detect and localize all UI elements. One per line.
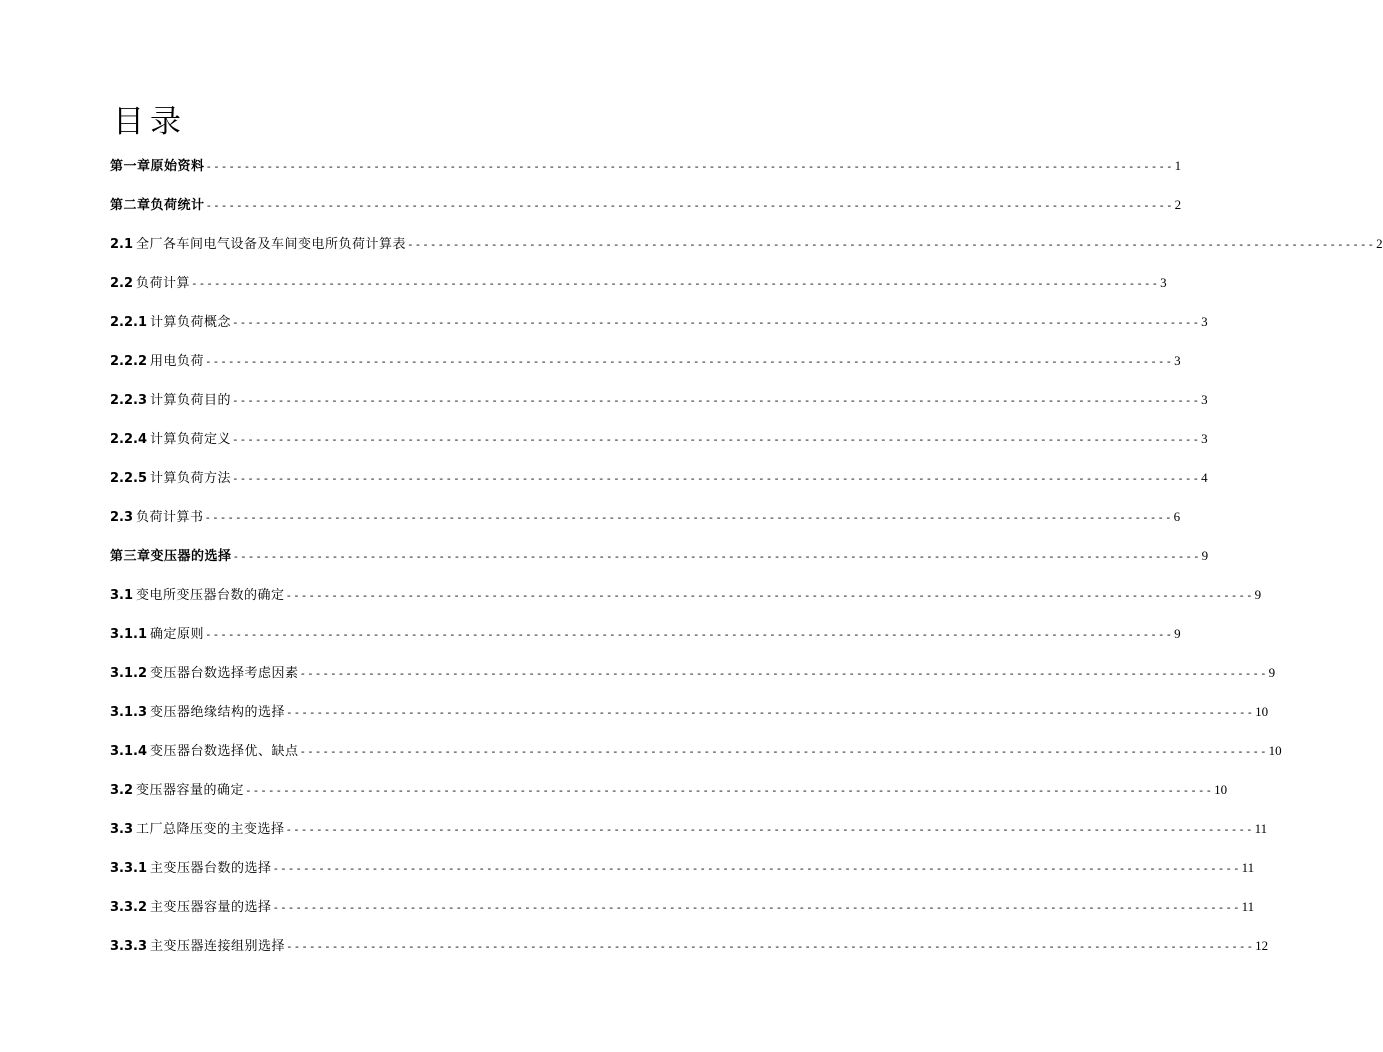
- toc-page-number: 9: [1268, 665, 1276, 680]
- toc-section-number: 3.2: [110, 783, 134, 798]
- toc-entry-title: 变压器台数选择考虑因素: [150, 666, 299, 681]
- toc-section-number: 3.3.2: [110, 900, 148, 915]
- toc-section-number: 3.3.3: [110, 939, 148, 954]
- toc-entry-title: 计算负荷目的: [150, 393, 232, 408]
- toc-entry-title: 负荷计算书: [136, 510, 204, 525]
- toc-section-number: 3.1: [110, 588, 134, 603]
- toc-entry-title: 变压器绝缘结构的选择: [150, 705, 286, 720]
- toc-entry-title: 负荷计算: [136, 276, 191, 291]
- toc-entry-title: 全厂各车间电气设备及车间变电所负荷计算表: [136, 237, 407, 252]
- toc-section-number: 2.2.2: [110, 354, 148, 369]
- toc-leader-dashes: -------------------------------------------------------------------------------------------------------------------------------: [285, 823, 1254, 836]
- toc-leader-dashes: -------------------------------------------------------------------------------------------------------------------------------: [205, 160, 1174, 173]
- toc-leader-dashes: -------------------------------------------------------------------------------------------------------------------------------: [232, 550, 1201, 563]
- toc-page-number: 9: [1254, 587, 1262, 602]
- toc-entry-title: 变压器台数选择优、缺点: [150, 744, 299, 759]
- toc-entry-title: 第二章负荷统计: [110, 198, 205, 213]
- toc-page-number: 11: [1241, 860, 1255, 875]
- toc-leader-dashes: -------------------------------------------------------------------------------------------------------------------------------: [245, 784, 1214, 797]
- toc-section-number: 3.1.4: [110, 744, 148, 759]
- toc-entry-title: 第三章变压器的选择: [110, 549, 232, 564]
- toc-leader-dashes: -------------------------------------------------------------------------------------------------------------------------------: [232, 394, 1201, 407]
- toc-entry[interactable]: [110, 508, 1181, 527]
- toc-leader-dashes: -------------------------------------------------------------------------------------------------------------------------------: [286, 940, 1255, 953]
- toc-page-number: 4: [1201, 470, 1208, 485]
- toc-entry[interactable]: [110, 430, 1208, 449]
- toc-entry[interactable]: [110, 742, 1282, 761]
- toc-entry-title: 主变压器台数的选择: [150, 861, 272, 876]
- toc-entry[interactable]: [110, 235, 1383, 254]
- toc-leader-dashes: -------------------------------------------------------------------------------------------------------------------------------: [232, 472, 1201, 485]
- toc-entry-title: 确定原则: [150, 627, 205, 642]
- toc-entry-title: 第一章原始资料: [110, 159, 205, 174]
- toc-entry-title: 变压器容量的确定: [136, 783, 245, 798]
- toc-page-number: 9: [1201, 548, 1209, 563]
- toc-entry-title: 主变压器连接组别选择: [150, 939, 286, 954]
- toc-page-number: 3: [1201, 314, 1208, 329]
- toc-page-number: 3: [1201, 431, 1208, 446]
- toc-entry-title: 计算负荷定义: [150, 432, 232, 447]
- toc-entry-title: 用电负荷: [150, 354, 205, 369]
- toc-entry-title: 主变压器容量的选择: [150, 900, 272, 915]
- toc-leader-dashes: -------------------------------------------------------------------------------------------------------------------------------: [205, 355, 1174, 368]
- toc-leader-dashes: -------------------------------------------------------------------------------------------------------------------------------: [205, 199, 1174, 212]
- toc-section-number: 2.2.1: [110, 315, 148, 330]
- toc-section-number: 2.1: [110, 237, 134, 252]
- toc-entry[interactable]: [110, 547, 1209, 566]
- toc-leader-dashes: -------------------------------------------------------------------------------------------------------------------------------: [286, 706, 1255, 719]
- toc-section-number: 2.3: [110, 510, 134, 525]
- toc-section-number: 2.2.3: [110, 393, 148, 408]
- toc-leader-dashes: -------------------------------------------------------------------------------------------------------------------------------: [272, 901, 1241, 914]
- toc-leader-dashes: -------------------------------------------------------------------------------------------------------------------------------: [232, 316, 1201, 329]
- toc-section-number: 2.2: [110, 276, 134, 291]
- toc-section-number: 2.2.4: [110, 432, 148, 447]
- toc-page-number: 11: [1254, 821, 1268, 836]
- toc-entry-title: 工厂总降压变的主变选择: [136, 822, 285, 837]
- toc-section-number: 3.1.2: [110, 666, 148, 681]
- toc-entry[interactable]: [110, 898, 1255, 917]
- toc-page-number: 3: [1201, 392, 1208, 407]
- toc-page-number: 1: [1174, 158, 1182, 173]
- page-title: 目录: [113, 104, 187, 140]
- toc-section-number: 3.3.1: [110, 861, 148, 876]
- toc-leader-dashes: -------------------------------------------------------------------------------------------------------------------------------: [205, 628, 1174, 641]
- toc-section-number: 2.2.5: [110, 471, 148, 486]
- toc-entry[interactable]: [110, 937, 1269, 956]
- toc-entry[interactable]: [110, 664, 1276, 683]
- toc-page-number: 6: [1173, 509, 1181, 524]
- toc-leader-dashes: -------------------------------------------------------------------------------------------------------------------------------: [299, 667, 1268, 680]
- toc-leader-dashes: -------------------------------------------------------------------------------------------------------------------------------: [285, 589, 1254, 602]
- toc-entry[interactable]: [110, 820, 1268, 839]
- toc-page-number: 2: [1376, 236, 1383, 251]
- toc-entry[interactable]: [110, 469, 1208, 488]
- toc-entry[interactable]: [110, 781, 1228, 800]
- toc-entry[interactable]: [110, 703, 1269, 722]
- toc-page-number: 3: [1174, 353, 1181, 368]
- toc-leader-dashes: -------------------------------------------------------------------------------------------------------------------------------: [272, 862, 1241, 875]
- toc-leader-dashes: -------------------------------------------------------------------------------------------------------------------------------: [232, 433, 1201, 446]
- toc-page-number: 9: [1174, 626, 1181, 641]
- toc-entry[interactable]: [110, 586, 1262, 605]
- toc-entry[interactable]: [110, 391, 1208, 410]
- toc-entry-title: 变电所变压器台数的确定: [136, 588, 285, 603]
- toc-page-number: 10: [1268, 743, 1282, 758]
- toc-page-number: 10: [1214, 782, 1228, 797]
- toc-leader-dashes: -------------------------------------------------------------------------------------------------------------------------------: [407, 238, 1376, 251]
- toc-section-number: 3.1.1: [110, 627, 148, 642]
- toc-entry-title: 计算负荷方法: [150, 471, 232, 486]
- toc-section-number: 3.1.3: [110, 705, 148, 720]
- toc-page-number: 10: [1255, 704, 1269, 719]
- toc-entry[interactable]: [110, 859, 1255, 878]
- toc-entry[interactable]: [110, 157, 1182, 176]
- toc-entry[interactable]: [110, 352, 1181, 371]
- toc-page-number: 11: [1241, 899, 1255, 914]
- toc-leader-dashes: -------------------------------------------------------------------------------------------------------------------------------: [299, 745, 1268, 758]
- toc-page-number: 3: [1160, 275, 1167, 290]
- toc-leader-dashes: -------------------------------------------------------------------------------------------------------------------------------: [191, 277, 1160, 290]
- toc-section-number: 3.3: [110, 822, 134, 837]
- toc-leader-dashes: -------------------------------------------------------------------------------------------------------------------------------: [204, 511, 1173, 524]
- toc-entry[interactable]: [110, 625, 1181, 644]
- toc-entry[interactable]: [110, 196, 1182, 215]
- toc-page-number: 2: [1174, 197, 1182, 212]
- toc-entry[interactable]: [110, 274, 1167, 293]
- toc-page-number: 12: [1255, 938, 1269, 953]
- toc-entry-title: 计算负荷概念: [150, 315, 232, 330]
- toc-entry[interactable]: [110, 313, 1208, 332]
